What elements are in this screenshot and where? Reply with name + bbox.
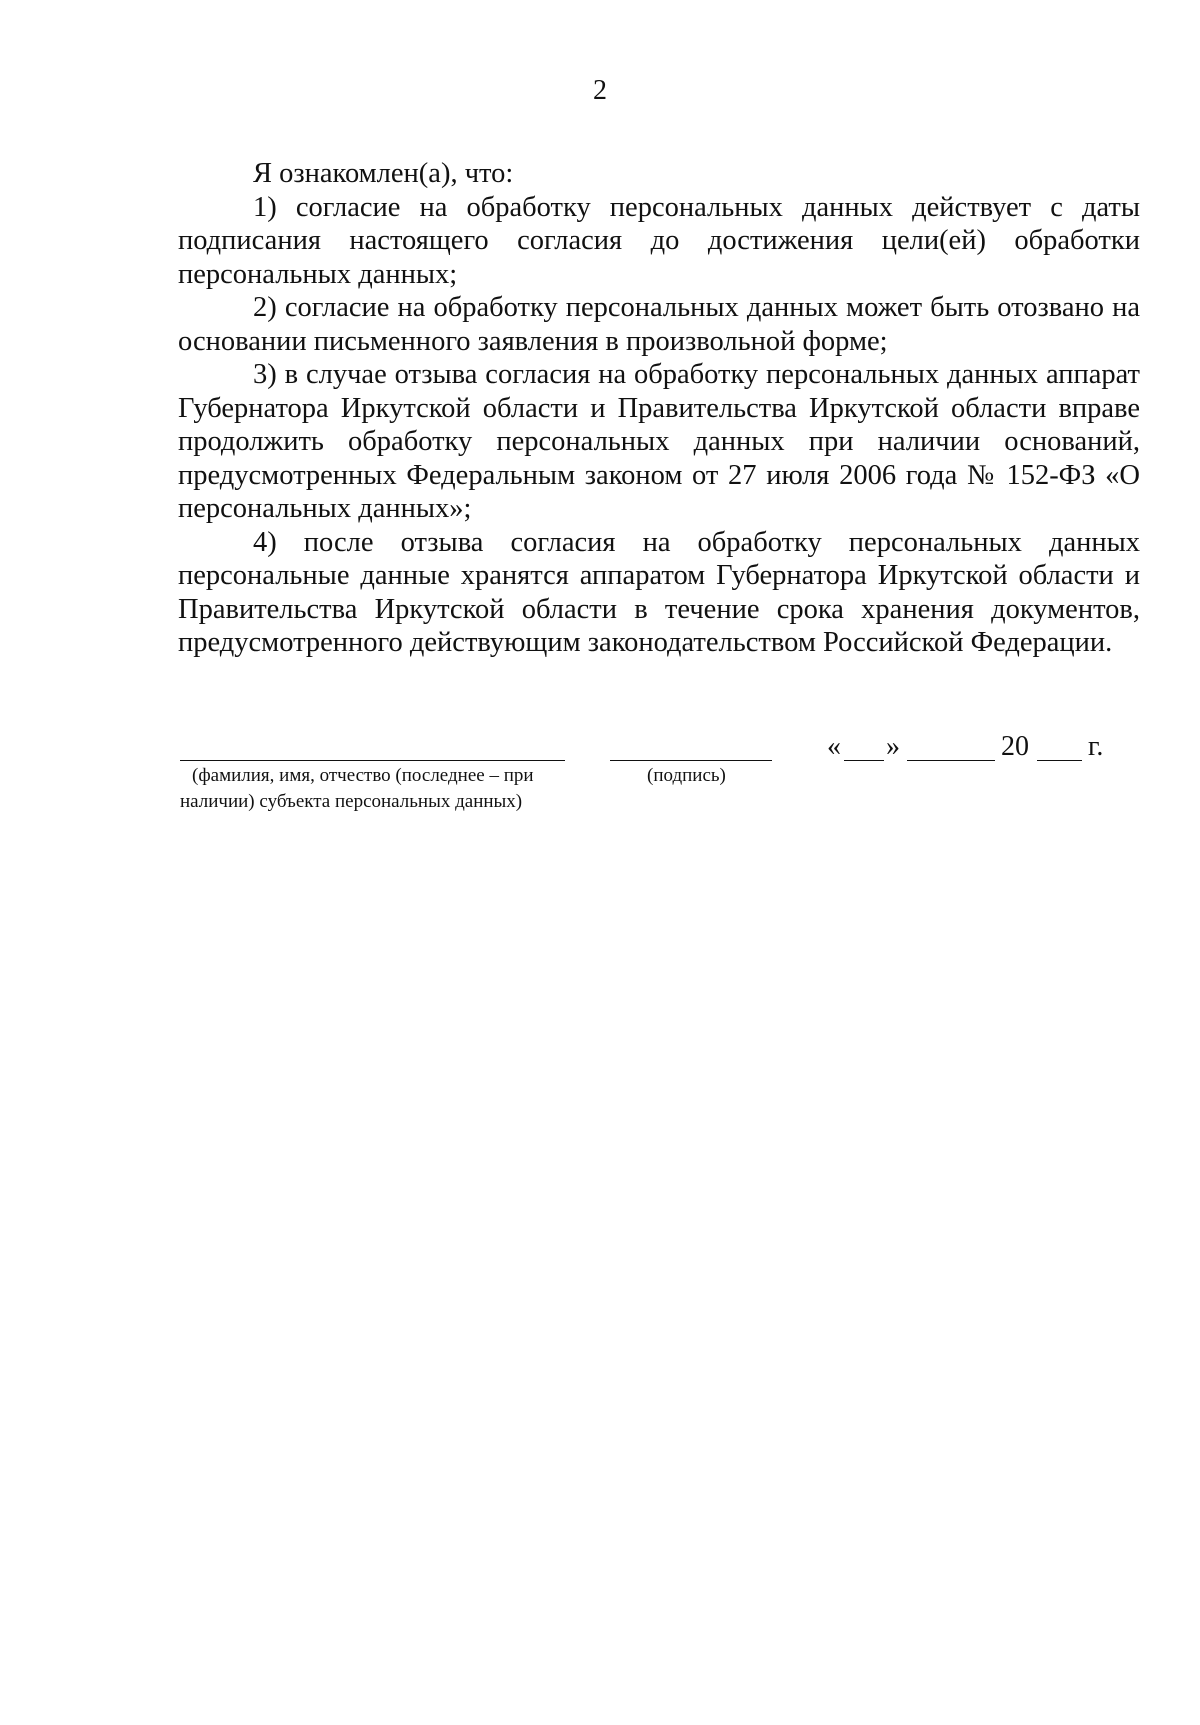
item-4-paragraph: 4) после отзыва согласия на обработку персональных данных персональные данные хранятся аппаратом Губернатора Иркутской области и Правительства Иркутской области в течение срока хранения документов, предусмотренного действующим законодательством Российской Федерации. bbox=[178, 526, 1140, 658]
signature-line[interactable] bbox=[610, 760, 772, 761]
page-number: 2 bbox=[593, 75, 607, 106]
item-2-paragraph: 2) согласие на обработку персональных данных может быть отозвано на основании письменного заявления в произвольной форме; bbox=[178, 292, 1140, 357]
consent-text bbox=[178, 157, 1140, 660]
date-day-line[interactable] bbox=[844, 760, 884, 761]
signature-block bbox=[0, 722, 1200, 822]
date-month-line[interactable] bbox=[907, 760, 995, 761]
signature-caption: (подпись) bbox=[647, 765, 726, 786]
date-suffix: г. bbox=[1088, 731, 1104, 762]
name-caption-line2: наличии) субъекта персональных данных) bbox=[180, 791, 523, 812]
date-open-quote: « bbox=[827, 731, 841, 762]
date-close-quote: » bbox=[886, 731, 900, 762]
intro-paragraph: Я ознакомлен(а), что: bbox=[253, 158, 514, 189]
item-3-paragraph: 3) в случае отзыва согласия на обработку персональных данных аппарат Губернатора Иркутской области и Правительства Иркутской области вправе продолжить обработку персональных данных при наличии оснований, предусмотренных Федеральным законом от 27 июля 2006 года № 152-ФЗ «О персональных данных»; bbox=[178, 359, 1140, 524]
name-caption-line1: (фамилия, имя, отчество (последнее – при bbox=[192, 765, 534, 786]
name-line[interactable] bbox=[180, 760, 565, 761]
date-year-prefix: 20 bbox=[1001, 731, 1029, 762]
date-year-line[interactable] bbox=[1037, 760, 1082, 761]
item-1-paragraph: 1) согласие на обработку персональных данных действует с даты подписания настоящего согласия до достижения цели(ей) обработки персональных данных; bbox=[178, 191, 1140, 290]
